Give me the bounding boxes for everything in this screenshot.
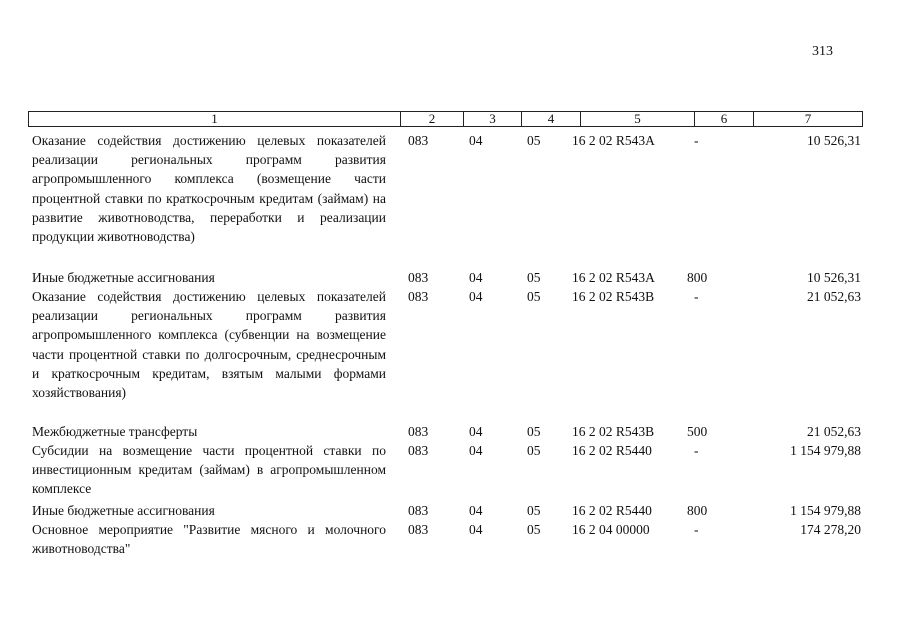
row-description: Иные бюджетные ассигнования	[32, 503, 215, 518]
row-col-6: 500	[687, 424, 708, 439]
row-col-3: 04	[469, 133, 483, 148]
row-description: Межбюджетные трансферты	[32, 424, 198, 439]
header-col-2: 2	[401, 112, 464, 126]
row-col-4: 05	[527, 270, 541, 285]
row-col-2: 083	[408, 503, 429, 518]
header-col-7: 7	[804, 111, 812, 126]
row-col-3: 04	[469, 443, 483, 458]
row-col-4: 05	[527, 522, 541, 537]
row-col-7: 1 154 979,88	[790, 443, 861, 458]
row-col-4: 05	[527, 503, 541, 518]
table-header	[28, 111, 863, 127]
row-col-3: 04	[469, 289, 483, 304]
row-col-7: 1 154 979,88	[790, 503, 861, 518]
header-col-6: 6	[695, 112, 754, 126]
page-number: 313	[812, 44, 833, 59]
row-col-5: 16 2 02 R543A	[572, 270, 655, 285]
header-col-3: 3	[464, 112, 522, 126]
row-col-4: 05	[527, 133, 541, 148]
row-col-7: 174 278,20	[800, 522, 861, 537]
row-col-7: 21 052,63	[807, 424, 861, 439]
header-col-5: 5	[581, 112, 695, 126]
row-col-2: 083	[408, 133, 429, 148]
row-col-2: 083	[408, 270, 429, 285]
row-col-6: 800	[687, 270, 708, 285]
row-col-3: 04	[469, 503, 483, 518]
row-col-7: 10 526,31	[807, 270, 861, 285]
row-col-4: 05	[527, 443, 541, 458]
row-col-5: 16 2 02 R543B	[572, 424, 655, 439]
row-description: Оказание содействия достижению целевых показателей реализации региональных программ развития агропромышленного комплекса (возмещение части процентной ставки по краткосрочным кредитам (займам) на развитие животноводства, переработки и реализации продукции животноводства)	[32, 133, 386, 245]
row-description: Субсидии на возмещение части процентной ставки по инвестиционным кредитам (займам) в агропромышленном комплексе	[32, 443, 386, 497]
header-col-4: 4	[522, 112, 581, 126]
row-col-5: 16 2 04 00000	[572, 522, 650, 537]
row-col-6: -	[694, 522, 699, 537]
row-description: Основное мероприятие "Развитие мясного и молочного животноводства"	[32, 522, 386, 557]
row-col-4: 05	[527, 424, 541, 439]
row-col-5: 16 2 02 R543B	[572, 289, 655, 304]
row-col-5: 16 2 02 R5440	[572, 503, 652, 518]
row-col-2: 083	[408, 289, 429, 304]
row-col-6: -	[694, 133, 699, 148]
row-description: Иные бюджетные ассигнования	[32, 270, 215, 285]
row-col-2: 083	[408, 424, 429, 439]
row-col-5: 16 2 02 R5440	[572, 443, 652, 458]
row-col-3: 04	[469, 522, 483, 537]
row-col-2: 083	[408, 522, 429, 537]
header-col-1: 1	[29, 112, 401, 126]
row-col-3: 04	[469, 424, 483, 439]
row-col-5: 16 2 02 R543A	[572, 133, 655, 148]
row-description: Оказание содействия достижению целевых показателей реализации региональных программ развития агропромышленного комплекса (субвенции на возмещение части процентной ставки по долгосрочным, среднесрочным и краткосрочным кредитам, взятым малыми формами хозяйствования)	[32, 289, 386, 401]
row-col-4: 05	[527, 289, 541, 304]
row-col-3: 04	[469, 270, 483, 285]
row-col-6: -	[694, 289, 699, 304]
row-col-7: 21 052,63	[807, 289, 861, 304]
row-col-7: 10 526,31	[807, 133, 861, 148]
row-col-6: -	[694, 443, 699, 458]
row-col-6: 800	[687, 503, 708, 518]
row-col-2: 083	[408, 443, 429, 458]
